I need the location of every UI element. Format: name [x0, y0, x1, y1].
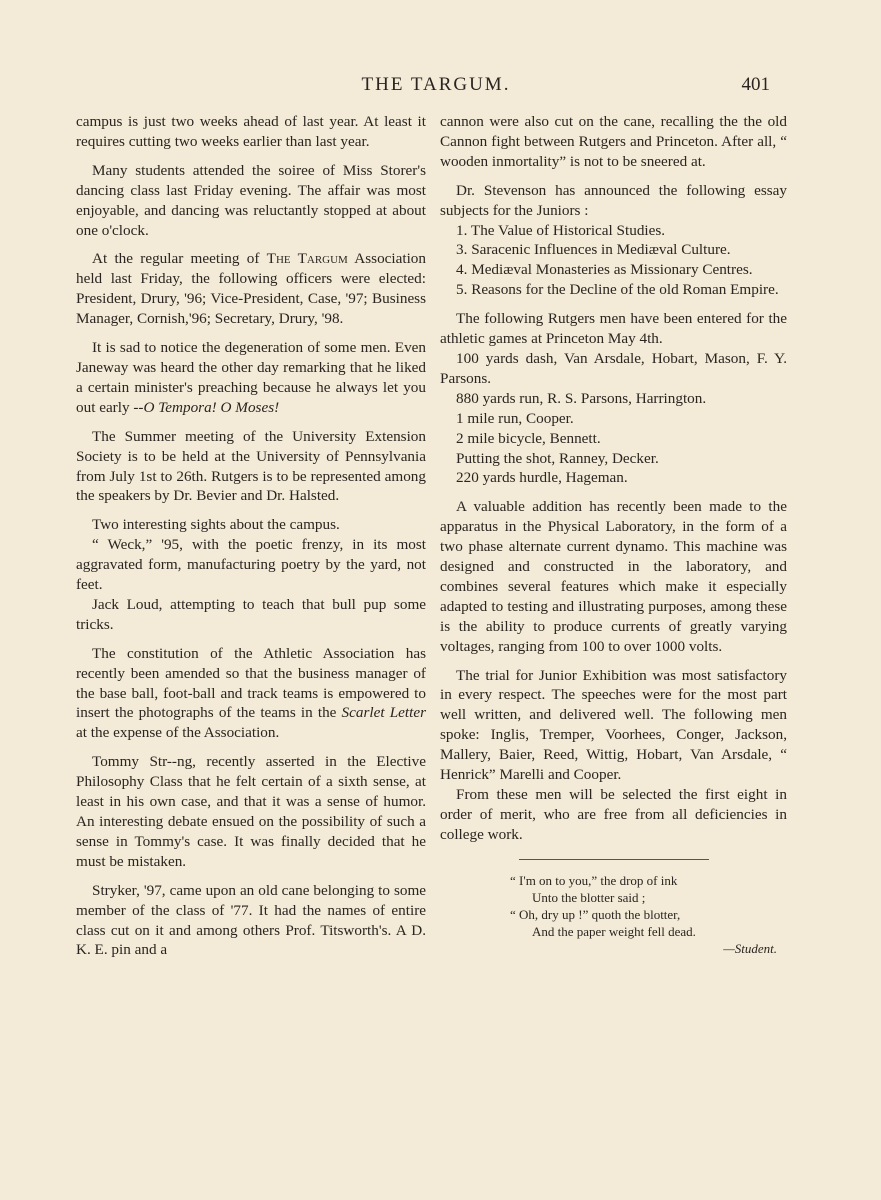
paragraph: At the regular meeting of The Targum Association held last Friday, the following officers were elected: President, Drury, '96; Vice-President, Case, '97; Business Manager, Cornish,'96; Secretary, Drury, '98. [76, 250, 426, 328]
paragraph: “ Weck,” '95, with the poetic frenzy, in its most aggravated form, manufacturing poetry by the yard, not feet. [76, 536, 426, 594]
paragraph: Tommy Str--ng, recently asserted in the Elective Philosophy Class that he felt certain of a sixth sense, at least in his own case, and that it was a sense of humor. An interesting debate ensued on the possibility of such a sense in Tommy's case. It was finally decided that he must be mistaken. [76, 753, 426, 870]
page-header [76, 74, 796, 100]
paragraph: cannon were also cut on the cane, recalling the the old Cannon fight between Rutgers and Princeton. After all, “ wooden inmortality” is not to be sneered at. [440, 113, 787, 170]
poem-line: Unto the blotter said ; [532, 889, 646, 905]
poem-attribution: —Student. [723, 940, 777, 956]
list-item: 220 yards hurdle, Hageman. [456, 469, 628, 487]
paragraph: The constitution of the Athletic Association has recently been amended so that the business manager of the base ball, foot-ball and track teams is empowered to insert the photographs of the teams in the Scarlet Letter at the expense of the Association. [76, 644, 426, 742]
paragraph: Dr. Stevenson has announced the following essay subjects for the Juniors : [440, 181, 787, 219]
paragraph: Jack Loud, attempting to teach that bull pup some tricks. [76, 595, 426, 633]
left-column [76, 112, 426, 969]
running-title: THE TARGUM. [361, 74, 511, 95]
paragraph: campus is just two weeks ahead of last year. At least it requires cutting two weeks earlier than last year. [76, 113, 426, 150]
list-item: 2 mile bicycle, Bennett. [456, 429, 601, 447]
paragraph: Many students attended the soiree of Miss Storer's dancing class last Friday evening. The affair was most enjoyable, and dancing was reluctantly stopped at about one o'clock. [76, 161, 426, 239]
page-number: 401 [741, 74, 770, 95]
list-item: 100 yards dash, Van Arsdale, Hobart, Mason, F. Y. Parsons. [440, 349, 787, 387]
paragraph: The following Rutgers men have been entered for the athletic games at Princeton May 4th. [440, 310, 787, 348]
list-item: 1. The Value of Historical Studies. [456, 221, 666, 239]
list-item: Putting the shot, Ranney, Decker. [456, 449, 659, 467]
list-item: 5. Reasons for the Decline of the old Roman Empire. [456, 281, 779, 299]
paragraph: It is sad to notice the degeneration of some men. Even Janeway was heard the other day remarking that he liked a certain minister's preaching because he always let you out early --O Tempora! O Moses! [76, 339, 426, 416]
poem-line: “ Oh, dry up !” quoth the blotter, [510, 906, 681, 922]
list-item: 4. Mediæval Monasteries as Missionary Centres. [456, 261, 753, 279]
poem-line: “ I'm on to you,” the drop of ink [510, 872, 678, 888]
publication-name: Scarlet Letter [341, 704, 426, 722]
poem [510, 872, 787, 957]
poem-line: And the paper weight fell dead. [532, 923, 696, 939]
list-item: 1 mile run, Cooper. [456, 409, 574, 427]
paragraph: The Summer meeting of the University Extension Society is to be held at the University of Pennsylvania from July 1st to 26th. Rutgers is to be represented among the speakers by Dr. Bevier and Dr. Halsted. [76, 427, 426, 505]
publication-name: The Targum [266, 250, 348, 268]
list-item: 3. Saracenic Influences in Mediæval Culture. [456, 241, 731, 259]
divider [519, 859, 709, 860]
paragraph: From these men will be selected the first eight in order of merit, who are free from all deficiencies in college work. [440, 786, 787, 843]
paragraph: Stryker, '97, came upon an old cane belonging to some member of the class of '77. It had the names of entire class cut on it and among others Prof. Titsworth's. A D. K. E. pin and a [76, 881, 426, 959]
latin-quote: O Tempora! O Moses! [143, 398, 280, 416]
paragraph: The trial for Junior Exhibition was most satisfactory in every respect. The speeches were for the most part well written, and delivered well. The following men spoke: Inglis, Tremper, Voorhees, Conger, Jackson, Mallery, Baier, Reed, Wittig, Hobart, Van Arsdale, “ Henrick” Marelli and Cooper. [440, 666, 787, 784]
paragraph: Two interesting sights about the campus. [92, 516, 340, 534]
right-column [440, 112, 787, 957]
list-item: 880 yards run, R. S. Parsons, Harrington. [456, 389, 707, 407]
paragraph: A valuable addition has recently been made to the apparatus in the Physical Laboratory, in the form of a two phase alternate current dynamo. This machine was designed and constructed in the laboratory, and combines several features which make it especially adapted to testing and illustrating purposes, among these is the ability to produce currents of greatly varying voltages, ranging from 100 to over 1000 volts. [440, 498, 787, 655]
